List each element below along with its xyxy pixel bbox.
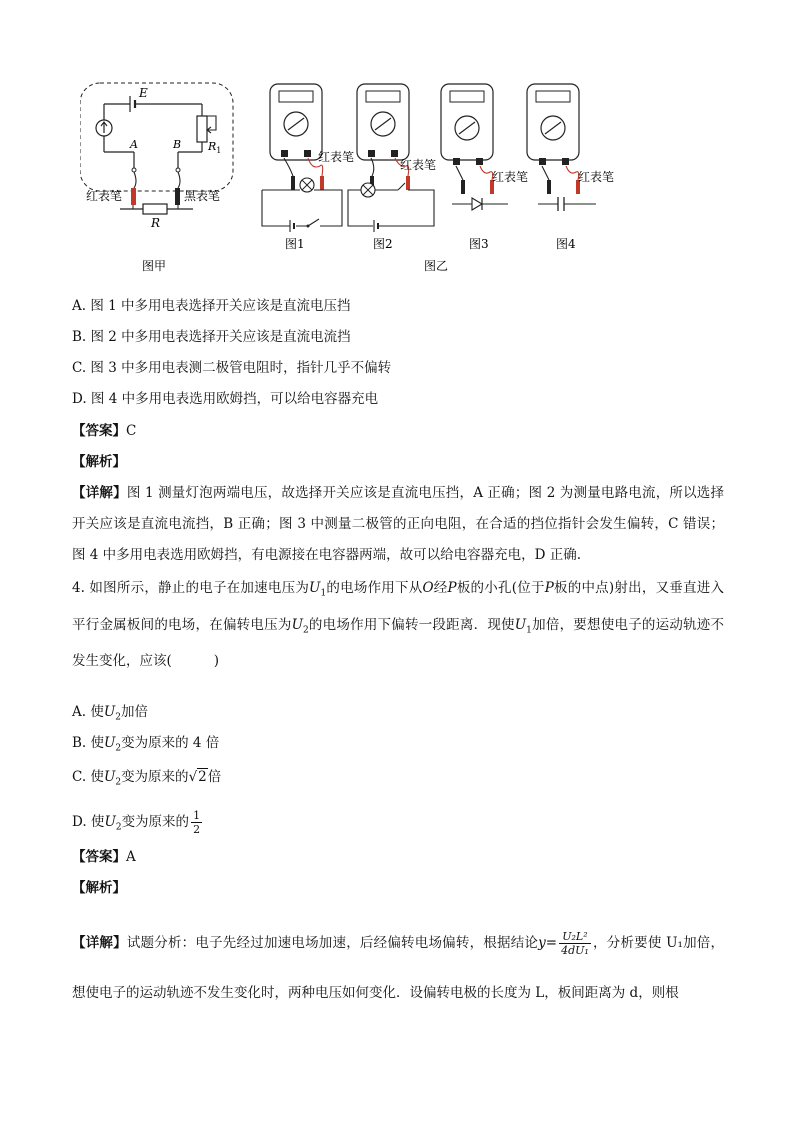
figure-yi-caption: 图乙 xyxy=(424,259,449,273)
fraction-half xyxy=(191,809,202,836)
q4-text-2: 的电场作用下从 xyxy=(326,580,423,596)
figure-yi-3 xyxy=(441,84,528,251)
q4-text-7: 加倍，要想使电子的运动轨迹不发生变化，应该( xyxy=(72,616,725,670)
eq-fraction xyxy=(559,930,591,957)
red-probe-label-2: 红表笔 xyxy=(400,158,437,172)
detail4-text-2: ，分析要使 U₁加倍，想使电子的运动轨迹不发生变化时，两种电压如何变化．设偏转电极的长度为 L，板间距离为 d，则根 xyxy=(72,935,725,1001)
q4-option-b xyxy=(72,733,219,759)
q3-option-c: C. 图 3 中多用电表测二极管电阻时，指针几乎不偏转 xyxy=(72,360,392,376)
eq-num: U₂L² xyxy=(559,930,591,944)
q4-p: P xyxy=(447,580,457,596)
q4-u2-sub: 2 xyxy=(302,625,309,636)
q4-text-4: 板的小孔(位于 xyxy=(456,580,545,596)
eq-sign: = xyxy=(545,935,558,951)
q4-u2: U xyxy=(291,616,303,633)
black-probe-label: 黑表笔 xyxy=(184,189,221,203)
opt-a-post: 加倍 xyxy=(120,704,148,720)
q4-option-a xyxy=(72,702,148,728)
red-probe-label: 红表笔 xyxy=(86,189,123,203)
opt-c-pre: C. 使 xyxy=(72,769,104,785)
q4-answer xyxy=(72,847,136,867)
q4-number: 4. xyxy=(72,580,85,596)
opt-d-u: U xyxy=(104,814,116,830)
q3-answer xyxy=(72,421,136,441)
opt-a-pre: A. 使 xyxy=(72,704,104,720)
terminal-b-label: B xyxy=(173,138,182,151)
opt-a-sub: 2 xyxy=(115,712,121,723)
opt-c-post: 倍 xyxy=(207,769,222,785)
opt-d-sub: 2 xyxy=(115,822,122,833)
q4-u1b: U xyxy=(514,616,527,633)
q4-u1-sub: 1 xyxy=(320,588,327,599)
figure-3-caption: 图3 xyxy=(469,237,489,251)
resistor-r xyxy=(143,204,167,214)
q3-option-a: A. 图 1 中多用电表选择开关应该是直流电压挡 xyxy=(72,298,351,314)
q4-text-8: ) xyxy=(213,653,220,670)
q4-option-c xyxy=(72,767,221,793)
opt-d-mid: 变为原来的 xyxy=(121,814,190,830)
detail-text: 图 1 测量灯泡两端电压，故选择开关应该是直流电压挡，A 正确；图 2 为测量电路电流，所以选择开关应该是直流电流挡，B 正确；图 3 中测量二极管的正向电阻，在合适的挡位指针会发生偏转，C 错误；图 4 中多用电表选用欧姆挡，有电源接在电容器两端，故可以给电容器充电，D 正确. xyxy=(72,485,725,563)
detail-label: 【详解】 xyxy=(72,485,127,501)
q4-u1b-sub: 1 xyxy=(526,625,532,636)
answer-label: 【答案】 xyxy=(72,423,126,439)
figure-4-caption: 图4 xyxy=(556,237,576,251)
q4-o: O xyxy=(422,580,434,596)
eq-y: y xyxy=(538,935,546,951)
answer-value: C xyxy=(126,423,137,439)
circuit-figure xyxy=(80,78,720,278)
q4-text-6: 的电场作用下偏转一段距离．现使 xyxy=(308,616,515,633)
rheostat-symbol xyxy=(197,116,207,142)
figure-yi-1 xyxy=(262,84,354,251)
q3-detail xyxy=(72,478,724,571)
opt-a-u: U xyxy=(103,704,116,720)
terminal-b xyxy=(176,168,180,172)
diode-symbol xyxy=(472,198,482,210)
red-probe-label-3: 红表笔 xyxy=(492,170,529,184)
black-probe xyxy=(175,188,180,205)
terminal-a xyxy=(132,168,136,172)
eq-den: 4dU₁ xyxy=(561,944,589,957)
figure-jia-caption: 图甲 xyxy=(142,259,167,273)
frac-den: 2 xyxy=(193,823,201,836)
q4-text-3: 经 xyxy=(433,580,448,596)
opt-b-sub: 2 xyxy=(115,743,122,754)
multimeter-boundary-dashed xyxy=(80,83,233,191)
q4-stem xyxy=(72,573,724,677)
opt-c-sub: 2 xyxy=(115,777,122,788)
figure-yi-4 xyxy=(527,84,614,251)
q3-option-d: D. 图 4 中多用电表选用欧姆挡，可以给电容器充电 xyxy=(72,391,379,407)
opt-b-post: 变为原来的 4 倍 xyxy=(121,735,220,751)
frac-num: 1 xyxy=(193,809,201,822)
detail4-text-1: 试题分析：电子先经过加速电场加速，后经偏转电场偏转，根据结论 xyxy=(126,935,539,951)
answer-label-4: 【答案】 xyxy=(72,849,126,865)
emf-label: E xyxy=(139,86,148,100)
red-probe-label-1: 红表笔 xyxy=(318,150,355,164)
q4-analysis-label: 【解析】 xyxy=(72,880,126,896)
q4-text-5: 板的中点)射出，又垂直进入平行金属板间的电场，在偏转电压为 xyxy=(72,580,724,633)
rheostat-label: $R_1$ xyxy=(208,140,222,155)
resistor-r-label: R xyxy=(151,216,161,230)
figure-2-caption: 图2 xyxy=(373,237,393,251)
q4-text-1: 如图所示，静止的电子在加速电压为 xyxy=(89,580,310,596)
sqrt-radicand: 2 xyxy=(198,769,207,785)
q4-u1: U xyxy=(309,580,321,596)
opt-c-u: U xyxy=(103,769,116,785)
opt-b-pre: B. 使 xyxy=(72,735,105,751)
q3-option-b: B. 图 2 中多用电表选择开关应该是直流电流挡 xyxy=(72,329,351,345)
red-probe xyxy=(131,188,136,205)
red-probe-label-4: 红表笔 xyxy=(578,170,615,184)
opt-b-u: U xyxy=(104,735,116,751)
terminal-a-label: A xyxy=(130,138,138,151)
figure-yi-2 xyxy=(348,84,436,251)
q4-option-d xyxy=(72,808,204,842)
figure-jia xyxy=(80,83,233,273)
answer-value-4: A xyxy=(126,849,136,865)
figure-area xyxy=(80,78,720,278)
q4-detail xyxy=(72,918,724,1018)
figure-1-caption: 图1 xyxy=(285,237,305,251)
opt-c-mid: 变为原来的 xyxy=(121,769,189,785)
sqrt-symbol: √2 xyxy=(188,769,207,785)
q3-analysis-label: 【解析】 xyxy=(72,454,126,470)
q4-p2: P xyxy=(544,580,554,596)
detail-label-4: 【详解】 xyxy=(72,935,127,951)
opt-d-pre: D. 使 xyxy=(72,814,105,830)
